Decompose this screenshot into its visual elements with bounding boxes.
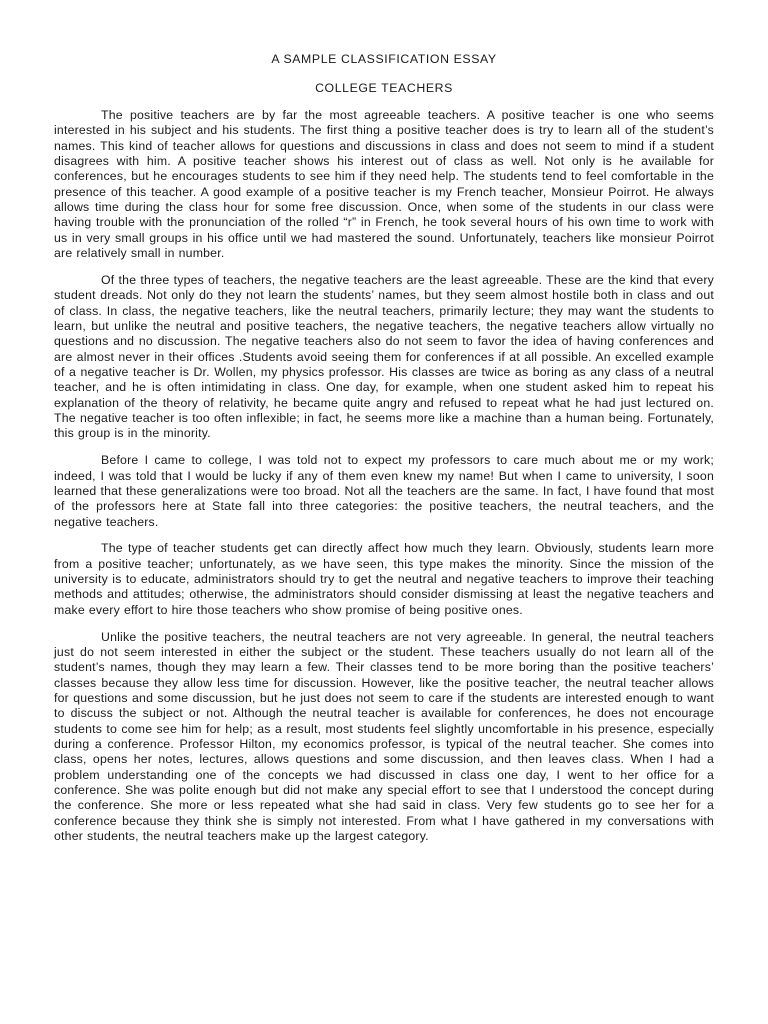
paragraph-introduction: Before I came to college, I was told not to expect my professors to care much about me or my work; indeed, I was told that I would be lucky if any of them even knew my name! But when I came to university, I soon learned that these generalizations were too broad. Not all the teachers are the same. In fact, I have found that most of the professors here at State fall into three categories: the positive teachers, the neutral teachers, and the negative teachers. [54, 453, 714, 529]
essay-body [54, 108, 714, 844]
essay-subtitle: COLLEGE TEACHERS [315, 81, 453, 95]
paragraph-neutral-teachers: Unlike the positive teachers, the neutral teachers are not very agreeable. In general, the neutral teachers just do not seem interested in either the subject or the student. These teachers usually do not learn all of the student’s names, though they may learn a few. Their classes tend to be more boring than the positive teachers’ classes because they allow less time for discussion. However, like the positive teacher, the neutral teacher allows for questions and some discussion, but he just does not seem to care if the students are interested enough to want to discuss the subject or not. Although the neutral teacher is available for conferences, he does not encourage students to come see him for help; as a result, most students feel slightly uncomfortable in his presence, especially during a conference. Professor Hilton, my economics professor, is typical of the neutral teacher. She comes into class, opens her notes, lectures, allows questions and some discussion, and then leaves class. When I had a problem understanding one of the concepts we had discussed in class one day, I went to her office for a conference. She was polite enough but did not make any special effort to see that I understood the concept during the conference. She more or less repeated what she had said in class. Very few students go to see her for a conference because they think she is simply not interested. From what I have gathered in my conversations with other students, the neutral teachers make up the largest category. [54, 629, 714, 844]
paragraph-conclusion: The type of teacher students get can directly affect how much they learn. Obviously, students learn more from a positive teacher; unfortunately, as we have seen, this type makes the minority. Since the mission of the university is to educate, administrators should try to get the neutral and negative teachers to improve their teaching methods and attitudes; otherwise, the administrators should consider dismissing at least the negative teachers and make every effort to hire those teachers who show promise of being positive ones. [54, 541, 714, 617]
essay-page [54, 50, 714, 856]
paragraph-negative-teachers: Of the three types of teachers, the negative teachers are the least agreeable. These are the kind that every student dreads. Not only do they not learn the students’ names, but they seem almost hostile both in class and out of class. In class, the negative teachers, like the neutral teachers, primarily lecture; they may want the students to learn, but unlike the neutral and positive teachers, the negative teachers, the negative teachers allow virtually no questions and no discussion. The negative teachers also do not seem to favor the idea of having conferences and are almost never in their offices .Students avoid seeing them for conferences if at all possible. An excelled example of a negative teacher is Dr. Wollen, my physics professor. His classes are twice as boring as any class of a neutral teacher, and he is often intimidating in class. One day, for example, when one student asked him to repeat his explanation of the theory of relativity, he became quite angry and refused to repeat what he had just lectured on. The negative teacher is too often inflexible; in fact, he seems more like a machine than a human being. Fortunately, this group is in the minority. [54, 272, 714, 441]
paragraph-positive-teachers: The positive teachers are by far the most agreeable teachers. A positive teacher is one who seems interested in his subject and his students. The first thing a positive teacher does is try to learn all of the student’s names. This kind of teacher allows for questions and discussions in class and does not seem to mind if a student disagrees with him. A positive teacher shows his interest out of class as well. Not only is he available for conferences, but he encourages students to see him if they need help. The students tend to feel comfortable in the presence of this teacher. A good example of a positive teacher is my French teacher, Monsieur Poirrot. He always allows time during the class hour for some free discussion. Once, when some of the students in our class were having trouble with the pronunciation of the rolled “r” in French, he took several hours of his own time to work with us in very small groups in his office until we had mastered the sound. Unfortunately, teachers like monsieur Poirrot are relatively small in number. [54, 108, 714, 261]
essay-title: A SAMPLE CLASSIFICATION ESSAY [271, 52, 497, 66]
